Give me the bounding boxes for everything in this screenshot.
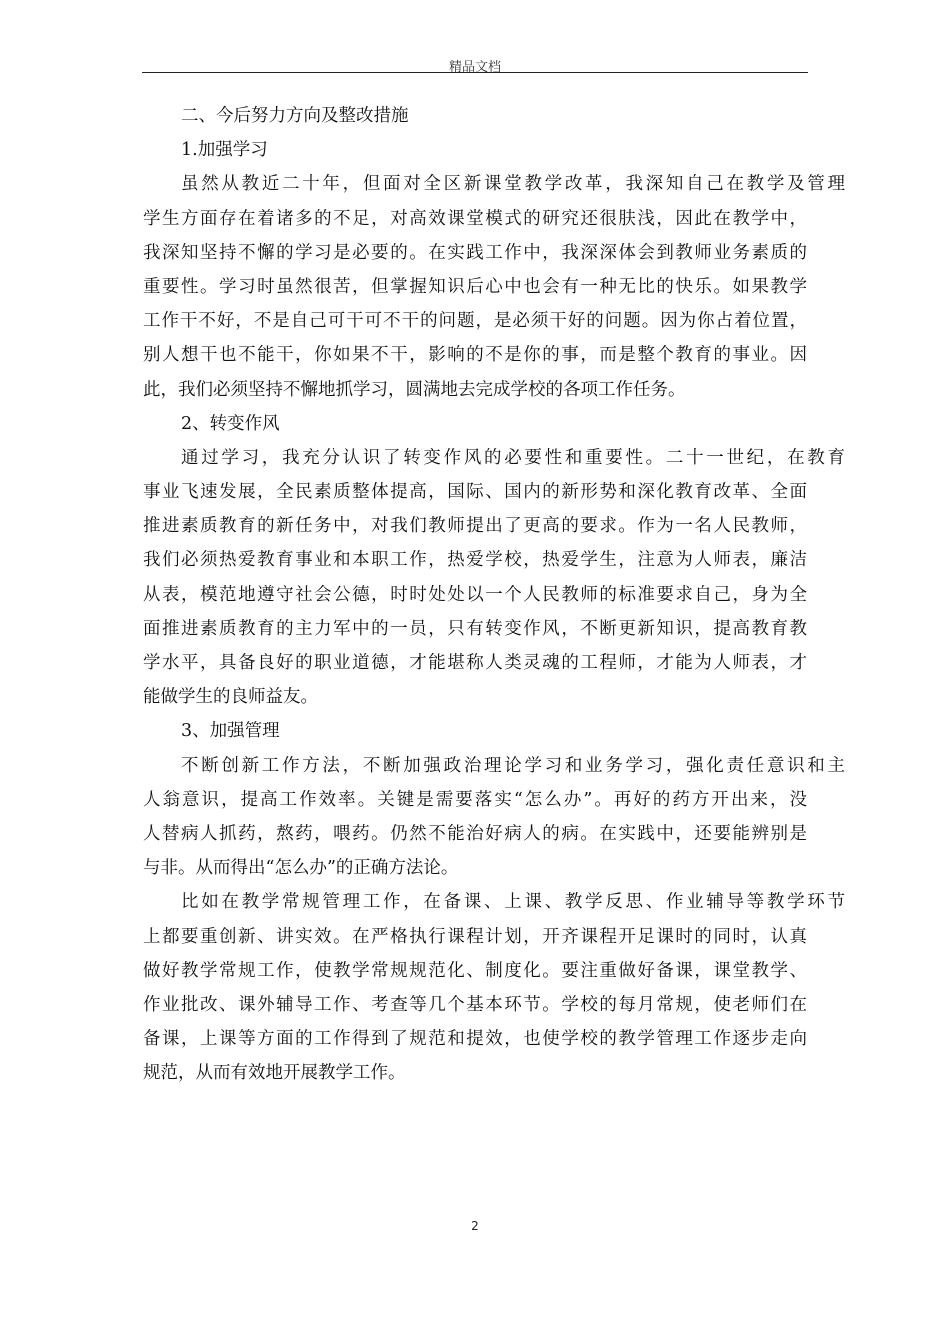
paragraph-line: 从表，模范地遵守社会公德，时时处处以一个人民教师的标准要求自己，身为全: [143, 584, 807, 605]
paragraph-line: 虽然从教近二十年，但面对全区新课堂教学改革，我深知自己在教学及管理: [181, 174, 845, 195]
paragraph-line: 工作干不好，不是自己可干可不干的问题，是必须干好的问题。因为你占着位置，: [143, 311, 807, 332]
subsection-heading: 1.加强学习: [181, 140, 268, 161]
paragraph-line: 人翁意识，提高工作效率。关键是需要落实“怎么办”。再好的药方开出来，没: [143, 789, 807, 810]
paragraph-line: 不断创新工作方法，不断加强政治理论学习和业务学习，强化责任意识和主: [181, 755, 845, 776]
subsection-heading: 3、加强管理: [181, 721, 280, 742]
paragraph-line: 规范，从而有效地开展教学工作。: [143, 1063, 406, 1084]
header-divider: [142, 72, 808, 73]
paragraph-line: 学生方面存在着诸多的不足，对高效课堂模式的研究还很肤浅，因此在教学中，: [143, 208, 807, 229]
paragraph-line: 作业批改、课外辅导工作、考查等几个基本环节。学校的每月常规，使老师们在: [143, 994, 807, 1015]
paragraph-line: 面推进素质教育的主力军中的一员，只有转变作风，不断更新知识，提高教育教: [143, 618, 807, 639]
paragraph-line: 与非。从而得出“怎么办”的正确方法论。: [143, 858, 459, 879]
paragraph-line: 我深知坚持不懈的学习是必要的。在实践工作中，我深深体会到教师业务素质的: [143, 242, 807, 263]
paragraph-line: 此，我们必须坚持不懈地抓学习，圆满地去完成学校的各项工作任务。: [143, 379, 686, 400]
paragraph-line: 推进素质教育的新任务中，对我们教师提出了更高的要求。作为一名人民教师，: [143, 516, 807, 537]
paragraph-line: 人替病人抓药，熬药，喂药。仍然不能治好病人的病。在实践中，还要能辨别是: [143, 823, 807, 844]
paragraph-line: 我们必须热爱教育事业和本职工作，热爱学校，热爱学生，注意为人师表，廉洁: [143, 550, 807, 571]
paragraph-line: 能做学生的良师益友。: [143, 687, 318, 708]
paragraph-line: 上都要重创新、讲实效。在严格执行课程计划，开齐课程开足课时的同时，认真: [143, 926, 807, 947]
paragraph-line: 重要性。学习时虽然很苦，但掌握知识后心中也会有一种无比的快乐。如果教学: [143, 276, 807, 297]
paragraph-line: 别人想干也不能干，你如果不干，影响的不是你的事，而是整个教育的事业。因: [143, 345, 807, 366]
paragraph-line: 通过学习，我充分认识了转变作风的必要性和重要性。二十一世纪，在教育: [181, 447, 845, 468]
page-header-title: 精品文档: [448, 60, 501, 75]
paragraph-line: 学水平，具备良好的职业道德，才能堪称人类灵魂的工程师，才能为人师表，才: [143, 653, 807, 673]
paragraph-line: 比如在教学常规管理工作，在备课、上课、教学反思、作业辅导等教学环节: [181, 892, 845, 913]
page-number: 2: [471, 1219, 479, 1233]
paragraph-line: 做好教学常规工作，使教学常规规范化、制度化。要注重做好备课，课堂教学、: [143, 960, 807, 981]
paragraph-line: 备课，上课等方面的工作得到了规范和提效，也使学校的教学管理工作逐步走向: [143, 1029, 807, 1050]
section-heading: 二、今后努力方向及整改措施: [181, 106, 409, 126]
document-body: [143, 99, 845, 1090]
subsection-heading: 2、转变作风: [181, 413, 280, 434]
paragraph-line: 事业飞速发展，全民素质整体提高，国际、国内的新形势和深化教育改革、全面: [143, 482, 807, 503]
